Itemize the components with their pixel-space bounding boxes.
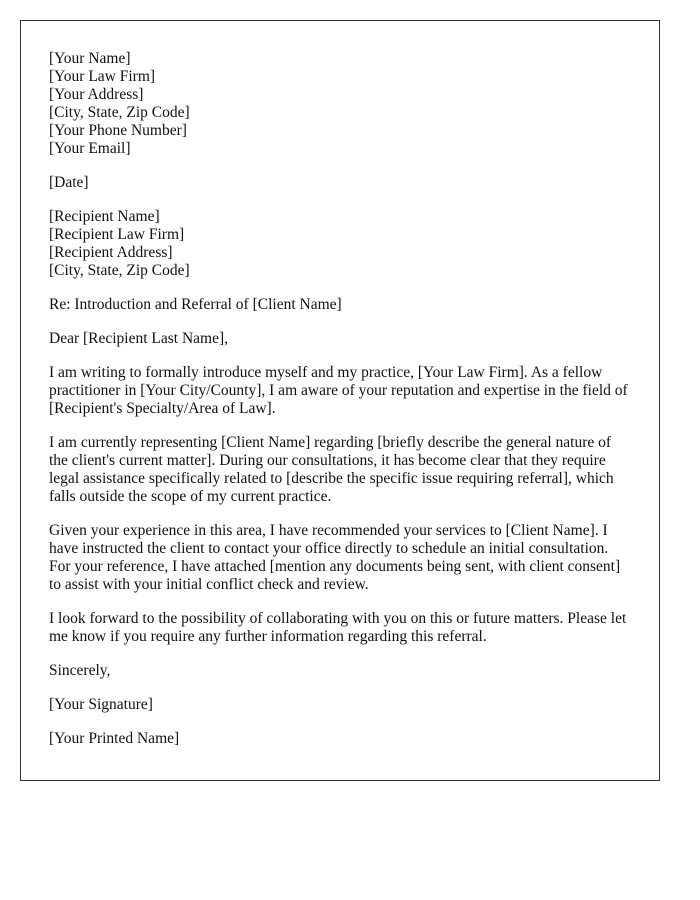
recipient-city: [City, State, Zip Code] — [49, 262, 190, 279]
recipient-address: [Recipient Address] — [49, 244, 173, 261]
body-paragraph-referral: Given your experience in this area, I have recommended your services to [Client Name]. I have instructed the client to contact your office directly to schedule an initial consultation. For your reference, I have attached [mention any documents being sent, with client consent] to assist with your initial conflict check and review. — [49, 522, 621, 593]
subject-block — [49, 296, 631, 314]
body-paragraph-closing-remarks: I look forward to the possibility of collaborating with you on this or future matters. Please let me know if you require any further information regarding this referral. — [49, 610, 627, 645]
body-paragraph-client-matter: I am currently representing [Client Name] regarding [briefly describe the general nature of the client's current matter]. During our consultations, it has become clear that they require legal assistance specifically related to [describe the specific issue requiring referral], which falls outside the scope of my current practice. — [49, 434, 614, 505]
date-block — [49, 174, 631, 192]
salutation: Dear [Recipient Last Name], — [49, 330, 229, 347]
body-paragraph-introduction: I am writing to formally introduce myself and my practice, [Your Law Firm]. As a fellow practitioner in [Your City/County], I am aware of your reputation and expertise in the field of [Recipient's Specialty/Area of Law]. — [49, 364, 628, 417]
salutation-block — [49, 330, 631, 348]
sender-firm: [Your Law Firm] — [49, 68, 156, 85]
closing: Sincerely, — [49, 662, 111, 679]
recipient-block — [49, 208, 631, 280]
closing-block — [49, 662, 631, 680]
subject-line: Re: Introduction and Referral of [Client Name] — [49, 296, 342, 313]
sender-city: [City, State, Zip Code] — [49, 104, 190, 121]
letter-date: [Date] — [49, 174, 89, 191]
signature: [Your Signature] — [49, 696, 153, 713]
sender-name: [Your Name] — [49, 50, 131, 67]
recipient-name: [Recipient Name] — [49, 208, 160, 225]
sender-address: [Your Address] — [49, 86, 144, 103]
letter-page — [20, 20, 660, 781]
signature-block — [49, 696, 631, 714]
sender-block — [49, 50, 631, 158]
recipient-firm: [Recipient Law Firm] — [49, 226, 185, 243]
sender-email: [Your Email] — [49, 140, 131, 157]
sender-phone: [Your Phone Number] — [49, 122, 187, 139]
printed-name-block — [49, 730, 631, 748]
printed-name: [Your Printed Name] — [49, 730, 180, 747]
